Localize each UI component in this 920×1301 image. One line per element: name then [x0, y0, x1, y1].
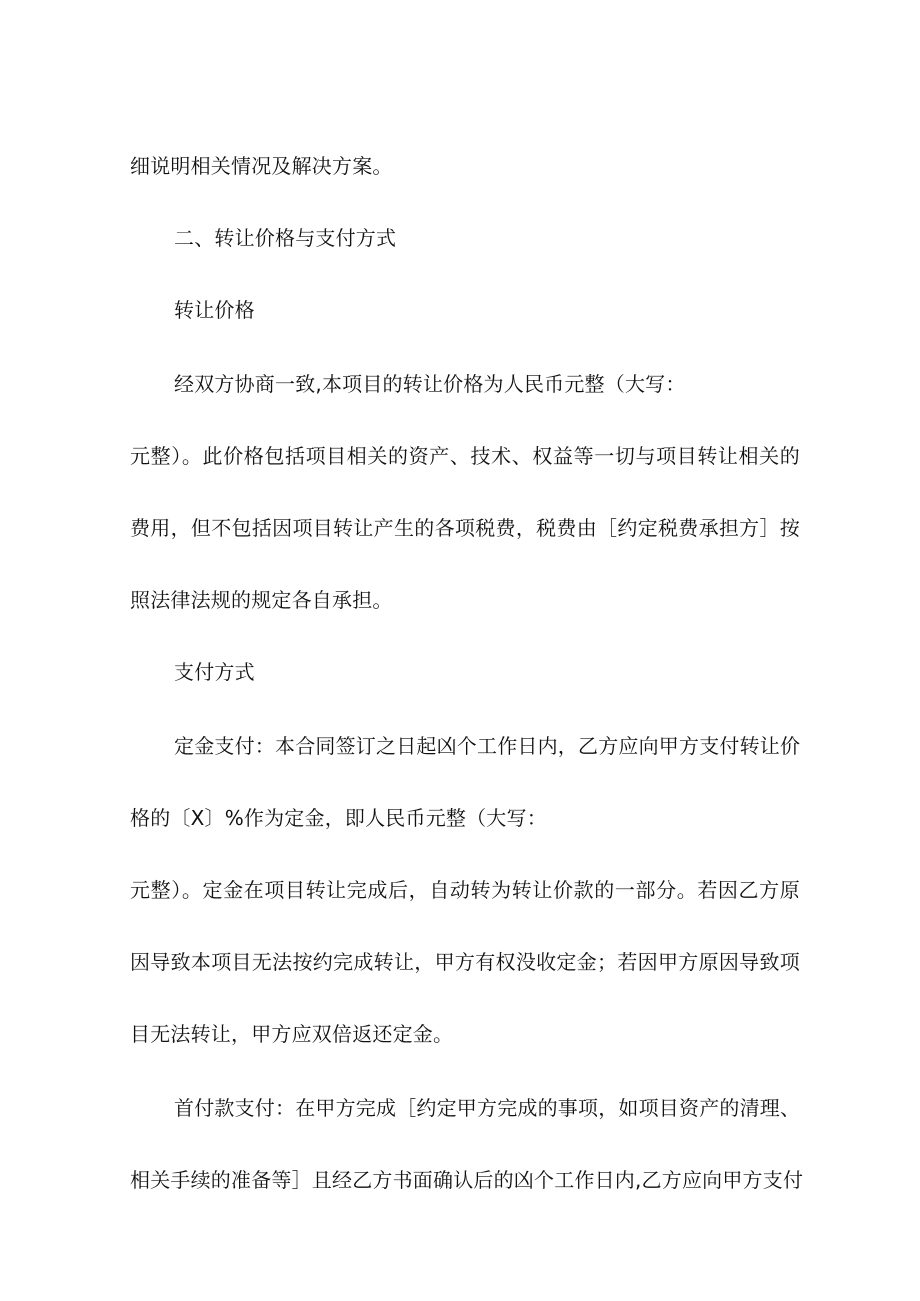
text-line-13: 目无法转让，甲方应双倍返还定金。	[130, 1022, 454, 1046]
text-line-6: 费用，但不包括因项目转让产生的各项税费，税费由［约定税费承担方］按	[130, 516, 800, 540]
text-line-11: 元整）。定金在项目转让完成后，自动转为转让价款的一部分。若因乙方原	[130, 878, 800, 902]
text-line-9: 定金支付：本合同签订之日起凶个工作日内，乙方应向甲方支付转让价	[174, 734, 801, 758]
text-line-4: 经双方协商一致,本项目的转让价格为人民币元整（大写：	[174, 372, 686, 396]
section-heading: 二、转让价格与支付方式	[174, 226, 397, 250]
subheading-transfer-price: 转让价格	[174, 298, 255, 322]
text-line-15: 相关手续的准备等］且经乙方书面确认后的凶个工作日内,乙方应向甲方支付	[130, 1168, 804, 1192]
subheading-payment-method: 支付方式	[174, 660, 255, 684]
text-line-10: 格的〔X〕%作为定金，即人民币元整（大写：	[130, 806, 547, 830]
text-line-12: 因导致本项目无法按约完成转让，甲方有权没收定金；若因甲方原因导致项	[130, 950, 800, 974]
text-line-14: 首付款支付：在甲方完成［约定甲方完成的事项，如项目资产的清理、	[174, 1096, 801, 1120]
text-line-1: 细说明相关情况及解决方案。	[130, 154, 393, 178]
text-line-5: 元整）。此价格包括项目相关的资产、技术、权益等一切与项目转让相关的	[130, 444, 800, 468]
text-line-7: 照法律法规的规定各自承担。	[130, 588, 393, 612]
